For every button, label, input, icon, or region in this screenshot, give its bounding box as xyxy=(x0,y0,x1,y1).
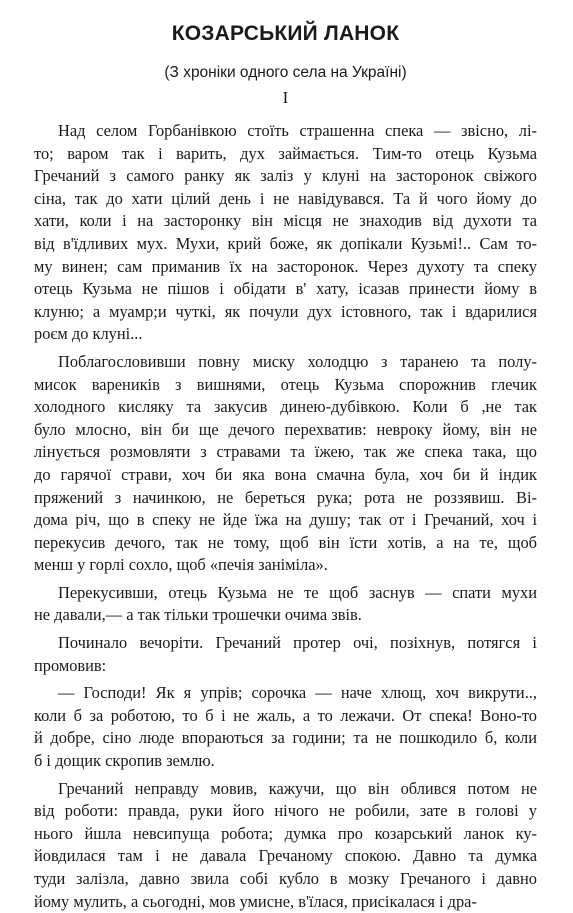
text-line: лінується розмовляти з стравами та їжею, так же спека така, що xyxy=(34,442,537,462)
text-line: промовив: xyxy=(34,655,107,675)
text-line: клуню; а муамр;и чуткі, як почули дух істовного, так і вдарилися xyxy=(34,301,537,321)
text-line: Перекусивши, отець Кузьма не те щоб заснув — спати мухи xyxy=(58,582,537,602)
paragraph xyxy=(34,582,537,627)
text-line: нього йшла невсипуща робота; думка про козарський ланок ку- xyxy=(34,823,537,843)
text-line: Гречаний неправду мовив, кажучи, що він облився потом не xyxy=(58,778,537,798)
paragraph xyxy=(34,778,537,913)
text-line: туди залізла, давно звила собі кубло в мозку Гречаного і давно xyxy=(34,869,537,888)
text-line: до гарячої страви, хоч би яка вона смачна була, хоч би й індик xyxy=(34,464,537,484)
text-line: йому мулить, а сьогодні, мов умисне, в'їлася, присікалася і дра- xyxy=(34,891,477,911)
text-line: б і дощик скропив землю. xyxy=(34,751,215,771)
text-line: мисок вареників з вишнями, отець Кузьма спорожнив глечик xyxy=(34,374,537,394)
text-line: не давали,— а так тільки трошечки очима звів. xyxy=(34,605,362,625)
text-line: було млосно, він би ще дечого перехватив: невроку йому, він не xyxy=(34,419,537,439)
text-line: хати, коли і на засторонку він місця не знаходив від духоти та xyxy=(34,211,537,231)
text-line: від роботи: правда, руки його нічого не робили, зате в голові у xyxy=(34,801,537,821)
text-line: Гречаний з самого ранку як заліз у клуні на засторонок свіжого xyxy=(34,166,537,186)
text-line: менш у горлі сохло, щоб «печія заніміла». xyxy=(34,555,328,575)
text-line: роєм до клуні... xyxy=(34,324,143,344)
text-line: йовдилася там і не давала Гречаному спокою. Давно та думка xyxy=(34,846,537,866)
paragraph xyxy=(34,682,537,772)
paragraph xyxy=(34,120,537,346)
text-line: від в'їдливих мух. Мухи, крий боже, як допікали Кузьмі!.. Сам то- xyxy=(34,233,537,253)
story-body xyxy=(34,120,537,913)
text-line: й добре, сіно люде впораються за години; та не пошкодило б, коли xyxy=(34,728,537,748)
text-line: сіна, так до хати цілий день і не навідувався. Та й чого йому до xyxy=(34,188,537,208)
text-line: то; варом так і варить, дух займається. Тим-то отець Кузьма xyxy=(34,143,537,163)
text-line: перекусив дечого, так не тому, щоб він їсти хотів, а на те, щоб xyxy=(34,532,537,552)
text-line: пряжений з начинкою, не береться рука; рота не роззявиш. Ві- xyxy=(34,487,537,507)
story-title: КОЗАРСЬКИЙ ЛАНОК xyxy=(171,22,400,45)
text-line: Починало вечоріти. Гречаний протер очі, позіхнув, потягся і xyxy=(58,633,537,653)
text-line: холодного кисляку та закусив динею-дубівкою. Коли б ,не так xyxy=(34,397,537,417)
text-line: Над селом Горбанівкою стоїть страшенна спека — звісно, лі- xyxy=(58,121,537,140)
chapter-number: I xyxy=(282,88,289,107)
paragraph xyxy=(34,632,537,677)
story-subtitle: (З хроніки одного села на Україні) xyxy=(164,64,407,81)
text-line: отець Кузьма не пішов і обідати в' хату, ісазав принести йому в xyxy=(34,279,537,299)
paragraph xyxy=(34,351,537,577)
text-line: Поблагословивши повну миску холодцю з таранею та полу- xyxy=(58,351,537,371)
text-line: коли б за роботою, то б і не жаль, а то лежачи. От спека! Воно-то xyxy=(34,705,537,725)
text-line: — Господи! Як я упрів; сорочка — наче хлющ, хоч викрути.., xyxy=(58,683,537,703)
text-line: дома річ, що в спеку не йде їжа на душу; так от і Гречаний, хоч і xyxy=(34,510,537,530)
text-line: му винен; сам приманив їх на засторонок. Через духоту та спеку xyxy=(34,256,537,276)
